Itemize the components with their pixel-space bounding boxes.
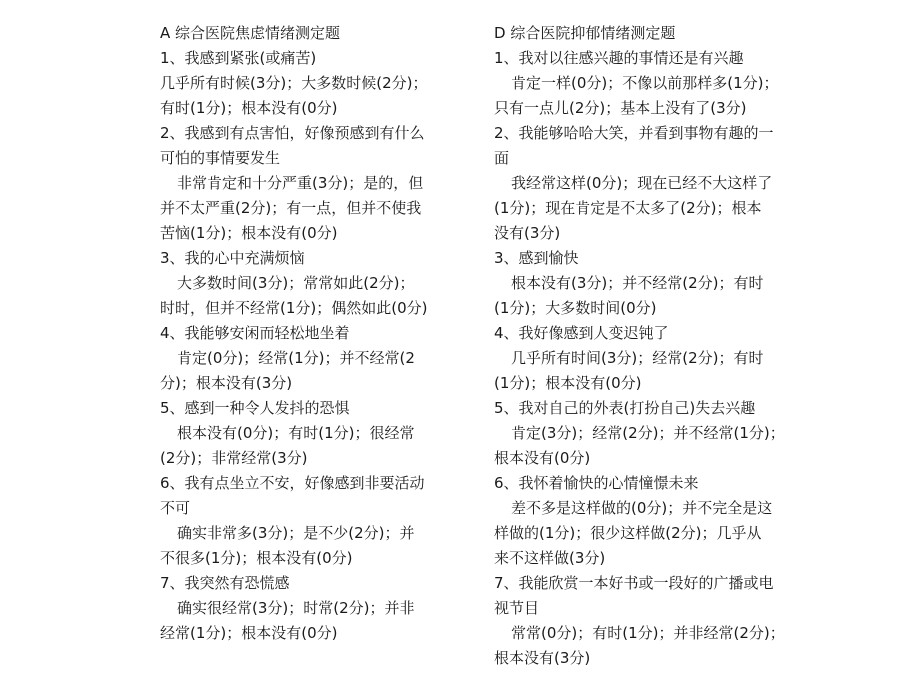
- anxiety-text-line: 1、我感到紧张(或痛苦): [160, 49, 317, 67]
- anxiety-text-line: 3、我的心中充满烦恼: [160, 249, 305, 267]
- anxiety-text-line: 肯定(0分)；经常(1分)；并不经常(2: [177, 349, 415, 367]
- depression-text-line: 根本没有(0分): [494, 449, 591, 467]
- depression-text-line: 1、我对以往感兴趣的事情还是有兴趣: [494, 49, 744, 67]
- depression-text-line: 只有一点儿(2分)；基本上没有了(3分): [494, 99, 747, 117]
- depression-text-line: 2、我能够哈哈大笑，并看到事物有趣的一: [494, 124, 774, 142]
- anxiety-text-line: 几乎所有时候(3分)；大多数时候(2分)；: [160, 74, 428, 92]
- anxiety-text-line: 苦恼(1分)；根本没有(0分): [160, 224, 338, 242]
- anxiety-text-line: 2、我感到有点害怕，好像预感到有什么: [160, 124, 425, 142]
- anxiety-text-line: 有时(1分)；根本没有(0分): [160, 99, 338, 117]
- anxiety-text-line: 7、我突然有恐慌感: [160, 574, 290, 592]
- anxiety-text-line: 不很多(1分)；根本没有(0分): [160, 549, 353, 567]
- anxiety-text-line: 4、我能够安闲而轻松地坐着: [160, 324, 350, 342]
- depression-text-line: 来不这样做(3分): [494, 549, 606, 567]
- depression-text-line: 根本没有(3分)；并不经常(2分)；有时: [511, 274, 764, 292]
- depression-text-line: 根本没有(3分): [494, 649, 591, 667]
- depression-text-line: 我经常这样(0分)；现在已经不大这样了: [511, 174, 773, 192]
- anxiety-questionnaire-column: [160, 21, 470, 646]
- depression-questionnaire-column: [494, 21, 819, 671]
- depression-text-line: (1分)；大多数时间(0分): [494, 299, 657, 317]
- depression-text-line: 7、我能欣赏一本好书或一段好的广播或电: [494, 574, 774, 592]
- depression-text-line: 没有(3分): [494, 224, 561, 242]
- depression-text-line: 6、我怀着愉快的心情憧憬未来: [494, 474, 699, 492]
- anxiety-title: A 综合医院焦虑情绪测定题: [160, 24, 341, 42]
- anxiety-text-line: 不可: [160, 499, 191, 517]
- anxiety-text-line: 时时，但并不经常(1分)；偶然如此(0分): [160, 299, 428, 317]
- anxiety-text-line: 确实非常多(3分)；是不少(2分)；并: [177, 524, 415, 542]
- depression-text-line: 样做的(1分)；很少这样做(2分)；几乎从: [494, 524, 762, 542]
- anxiety-text-line: 经常(1分)；根本没有(0分): [160, 624, 338, 642]
- depression-text-line: 视节目: [494, 599, 540, 617]
- anxiety-text-line: 分)；根本没有(3分): [160, 374, 293, 392]
- depression-text-line: 肯定(3分)；经常(2分)；并不经常(1分)；: [511, 424, 785, 442]
- depression-text-line: (1分)；现在肯定是不太多了(2分)；根本: [494, 199, 762, 217]
- depression-text-line: (1分)；根本没有(0分): [494, 374, 642, 392]
- depression-text-line: 4、我好像感到人变迟钝了: [494, 324, 669, 342]
- depression-text-line: 常常(0分)；有时(1分)；并非经常(2分)；: [511, 624, 785, 642]
- anxiety-text-line: 根本没有(0分)；有时(1分)；很经常: [177, 424, 415, 442]
- depression-text-line: 肯定一样(0分)；不像以前那样多(1分)；: [511, 74, 779, 92]
- anxiety-text-line: 非常肯定和十分严重(3分)；是的，但: [177, 174, 424, 192]
- depression-text-line: 差不多是这样做的(0分)；并不完全是这: [511, 499, 773, 517]
- anxiety-text-line: 5、感到一种令人发抖的恐惧: [160, 399, 350, 417]
- depression-text-line: 5、我对自己的外表(打扮自己)失去兴趣: [494, 399, 756, 417]
- anxiety-text-line: 确实很经常(3分)；时常(2分)；并非: [177, 599, 415, 617]
- depression-text-line: 3、感到愉快: [494, 249, 579, 267]
- anxiety-text-line: 并不太严重(2分)；有一点，但并不使我: [160, 199, 422, 217]
- anxiety-text-line: 大多数时间(3分)；常常如此(2分)；: [177, 274, 415, 292]
- depression-text-line: 面: [494, 149, 510, 167]
- anxiety-text-line: 6、我有点坐立不安，好像感到非要活动: [160, 474, 425, 492]
- depression-title: D 综合医院抑郁情绪测定题: [494, 24, 676, 42]
- depression-text-line: 几乎所有时间(3分)；经常(2分)；有时: [511, 349, 764, 367]
- anxiety-text-line: 可怕的事情要发生: [160, 149, 281, 167]
- anxiety-text-line: (2分)；非常经常(3分): [160, 449, 308, 467]
